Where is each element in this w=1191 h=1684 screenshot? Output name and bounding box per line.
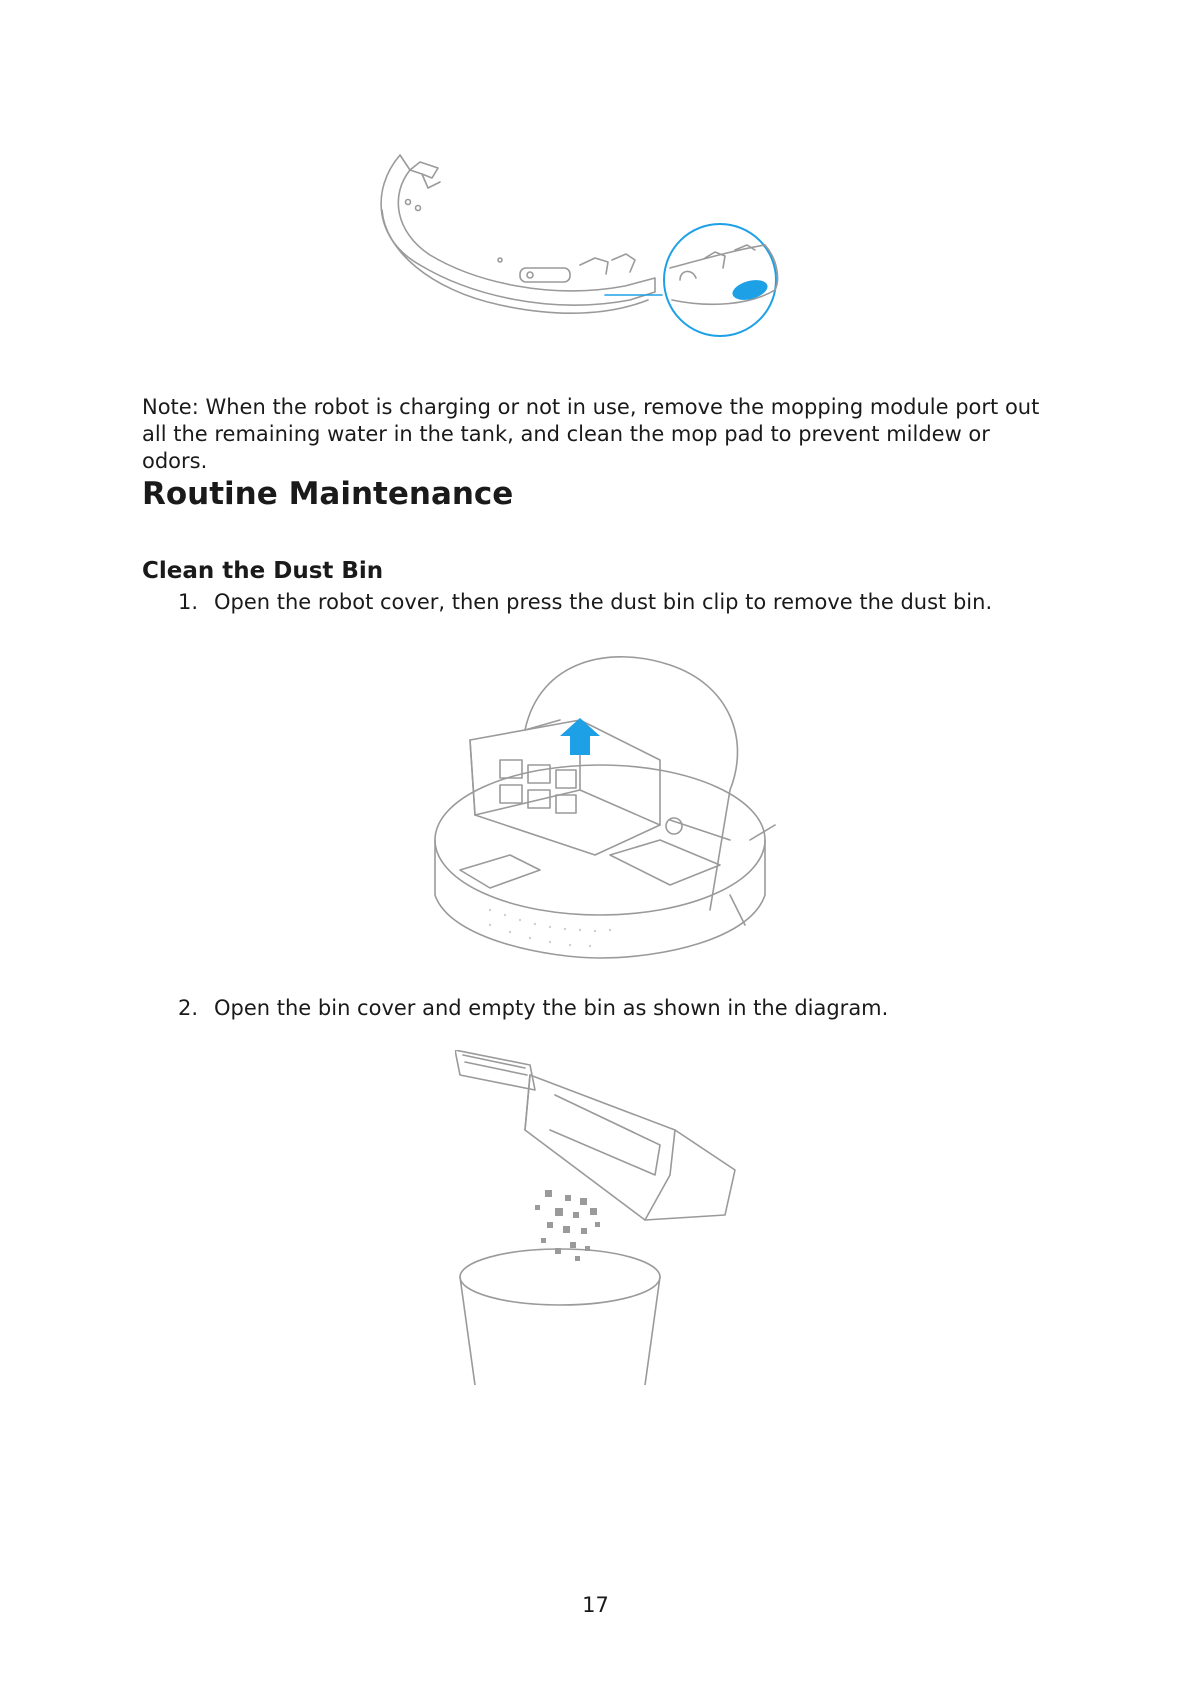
page-number: 17 (582, 1593, 609, 1617)
step-2-text: Open the bin cover and empty the bin as shown in the diagram. (214, 996, 889, 1020)
step-1 (178, 589, 992, 616)
step-2 (178, 995, 888, 1022)
empty-bin-illustration (455, 1050, 755, 1385)
step-1-text: Open the robot cover, then press the dust bin clip to remove the dust bin. (214, 590, 993, 614)
subsection-heading: Clean the Dust Bin (142, 558, 384, 584)
note-text: Note: When the robot is charging or not in use, remove the mopping module port out all the remaining water in the tank, and clean the mop pad to prevent mildew or odors. (142, 395, 1040, 473)
robot-dust-bin-illustration (430, 640, 790, 960)
step-1-number: 1. (178, 590, 199, 614)
step-2-number: 2. (178, 996, 199, 1020)
mopping-module-illustration (380, 150, 810, 365)
section-heading: Routine Maintenance (142, 476, 514, 512)
